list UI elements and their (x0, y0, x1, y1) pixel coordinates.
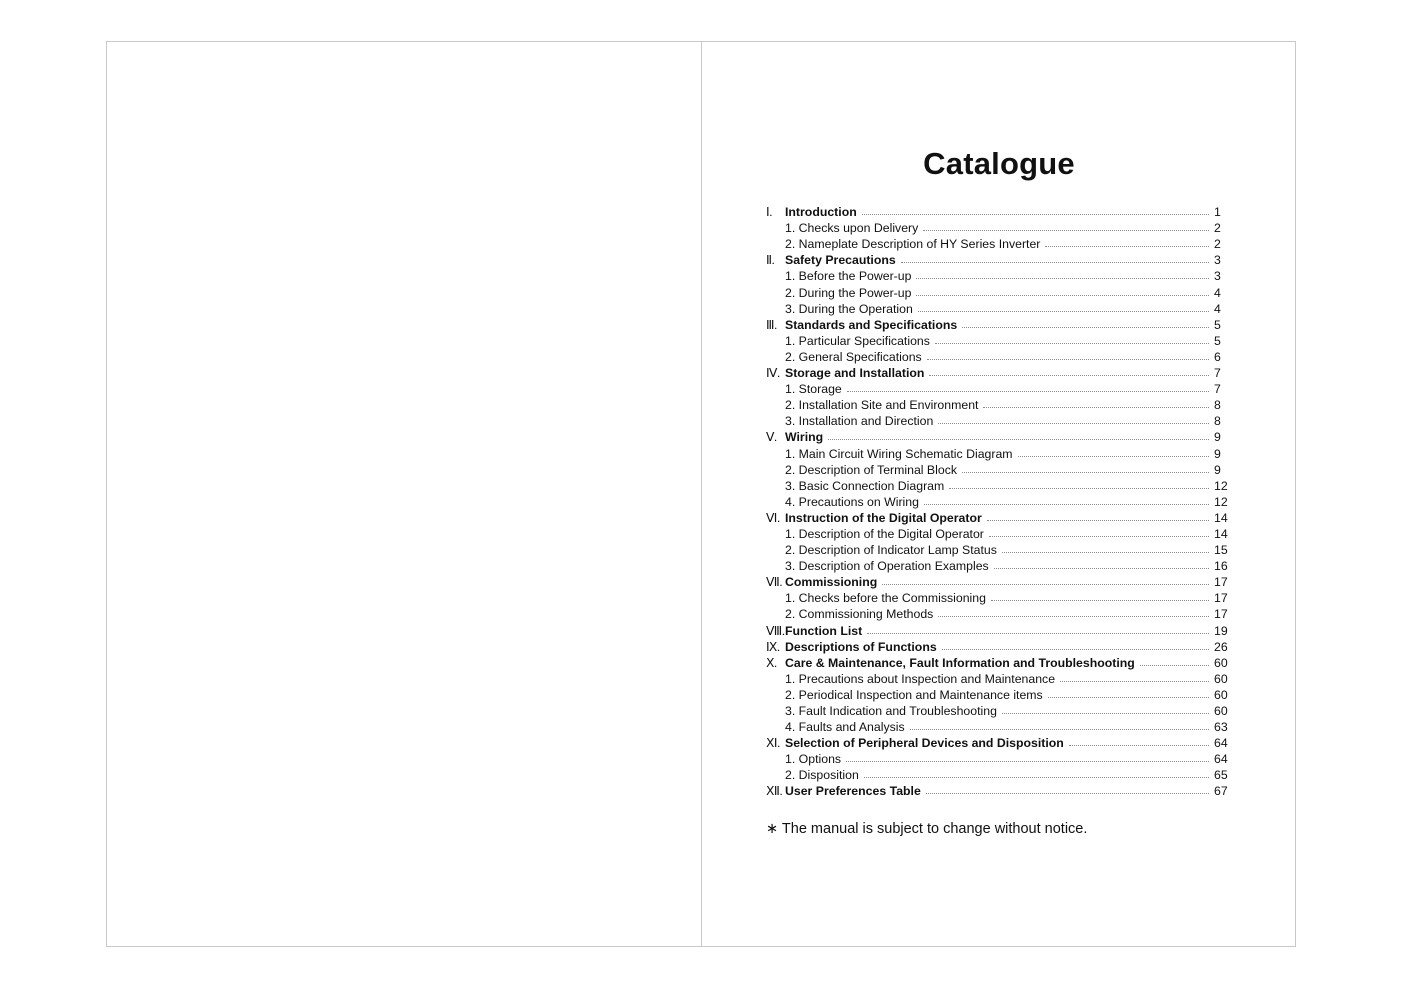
toc-chapter-entry[interactable] (766, 735, 1234, 751)
toc-entry-label: 1. Main Circuit Wiring Schematic Diagram (766, 446, 1018, 462)
toc-chapter-entry[interactable] (766, 655, 1234, 671)
toc-page-number: 7 (1214, 382, 1221, 397)
toc-section-entry[interactable] (766, 349, 1234, 365)
right-page (702, 42, 1296, 946)
dot-leader (962, 472, 1209, 473)
chapter-title: User Preferences Table (785, 784, 921, 799)
chapter-numeral: Ⅱ. (766, 253, 775, 268)
toc-page-number: 8 (1214, 398, 1221, 413)
toc-entry-label: 1. Description of the Digital Operator (766, 526, 989, 542)
toc-section-entry[interactable] (766, 558, 1234, 574)
chapter-title: Storage and Installation (785, 366, 925, 381)
toc-section-entry[interactable] (766, 220, 1234, 236)
toc-section-entry[interactable] (766, 687, 1234, 703)
toc-section-entry[interactable] (766, 268, 1234, 284)
toc-page-number: 65 (1214, 768, 1228, 783)
dot-leader (918, 311, 1209, 312)
dot-leader (846, 761, 1209, 762)
toc-section-entry[interactable] (766, 397, 1234, 413)
dot-leader (828, 439, 1209, 440)
toc-section-entry[interactable] (766, 462, 1234, 478)
chapter-numeral: Ⅳ. (766, 366, 780, 381)
dot-leader (910, 729, 1209, 730)
dot-leader (926, 793, 1209, 794)
toc-page-number: 5 (1214, 317, 1221, 332)
toc-entry-label: 1. Options (766, 751, 846, 767)
toc-entry-label: 2. Installation Site and Environment (766, 397, 983, 413)
toc-page-number: 17 (1214, 607, 1228, 622)
toc-entry-label: 1. Checks upon Delivery (766, 220, 923, 236)
toc-entry-label: 4. Faults and Analysis (766, 719, 910, 735)
toc-entry-label: 1. Checks before the Commissioning (766, 590, 991, 606)
toc-page-number: 4 (1214, 301, 1221, 316)
toc-entry-label (766, 429, 828, 445)
toc-page-number: 12 (1214, 494, 1228, 509)
toc-section-entry[interactable] (766, 703, 1234, 719)
toc-entry-label (766, 510, 987, 526)
toc-page-number: 63 (1214, 720, 1228, 735)
toc-entry-label: 1. Precautions about Inspection and Maintenance (766, 671, 1060, 687)
toc-section-entry[interactable] (766, 606, 1234, 622)
toc-page-number: 9 (1214, 430, 1221, 445)
toc-entry-label (766, 317, 962, 333)
dot-leader (949, 488, 1209, 489)
toc-page-number: 3 (1214, 253, 1221, 268)
dot-leader (1018, 456, 1209, 457)
dot-leader (962, 327, 1209, 328)
dot-leader (994, 568, 1209, 569)
dot-leader (923, 230, 1209, 231)
toc-entry-label (766, 574, 882, 590)
toc-page-number: 8 (1214, 414, 1221, 429)
dot-leader (1060, 681, 1209, 682)
toc-page-number: 3 (1214, 269, 1221, 284)
left-page-blank (107, 42, 701, 946)
dot-leader (1140, 665, 1209, 666)
dot-leader (1002, 713, 1209, 714)
dot-leader (989, 536, 1209, 537)
toc-section-entry[interactable] (766, 590, 1234, 606)
toc-section-entry[interactable] (766, 236, 1234, 252)
toc-chapter-entry[interactable] (766, 252, 1234, 268)
toc-entry-label: 2. Commissioning Methods (766, 606, 938, 622)
dot-leader (1048, 697, 1209, 698)
toc-entry-label: 2. Periodical Inspection and Maintenance items (766, 687, 1048, 703)
toc-entry-label (766, 655, 1140, 671)
toc-section-entry[interactable] (766, 381, 1234, 397)
dot-leader (942, 649, 1209, 650)
dot-leader (901, 262, 1209, 263)
chapter-numeral: Ⅻ. (766, 784, 783, 799)
chapter-numeral: Ⅲ. (766, 317, 777, 332)
toc-entry-label: 2. Description of Indicator Lamp Status (766, 542, 1002, 558)
chapter-title: Instruction of the Digital Operator (785, 510, 982, 525)
toc-entry-label: 2. General Specifications (766, 349, 927, 365)
toc-chapter-entry[interactable] (766, 510, 1234, 526)
dot-leader (983, 407, 1209, 408)
toc-chapter-entry[interactable] (766, 783, 1234, 799)
toc-page-number: 14 (1214, 526, 1228, 541)
toc-entry-label (766, 639, 942, 655)
toc-chapter-entry[interactable] (766, 317, 1234, 333)
chapter-title: Selection of Peripheral Devices and Disposition (785, 736, 1064, 751)
toc-page-number: 5 (1214, 333, 1221, 348)
toc-chapter-entry[interactable] (766, 622, 1234, 638)
toc-entry-label: 2. During the Power-up (766, 285, 916, 301)
toc-entry-label: 3. Installation and Direction (766, 413, 938, 429)
chapter-title: Standards and Specifications (785, 317, 958, 332)
chapter-numeral: Ⅺ. (766, 736, 780, 751)
toc-chapter-entry[interactable] (766, 574, 1234, 590)
dot-leader (938, 616, 1209, 617)
toc-section-entry[interactable] (766, 333, 1234, 349)
toc-page-number: 64 (1214, 736, 1228, 751)
toc-page-number: 1 (1214, 205, 1221, 220)
toc-section-entry[interactable] (766, 542, 1234, 558)
toc-page-number: 67 (1214, 784, 1228, 799)
toc-page-number: 64 (1214, 752, 1228, 767)
toc-chapter-entry[interactable] (766, 204, 1234, 220)
toc-entry-label: 2. Disposition (766, 767, 864, 783)
toc-page-number: 2 (1214, 237, 1221, 252)
toc-section-entry[interactable] (766, 494, 1234, 510)
toc-page-number: 2 (1214, 221, 1221, 236)
chapter-numeral: Ⅰ. (766, 205, 773, 220)
toc-entry-label: 3. Fault Indication and Troubleshooting (766, 703, 1002, 719)
dot-leader (882, 584, 1209, 585)
dot-leader (916, 278, 1209, 279)
toc-entry-label: 3. Basic Connection Diagram (766, 478, 949, 494)
toc-page-number: 16 (1214, 559, 1228, 574)
chapter-numeral: Ⅴ. (766, 430, 777, 445)
toc-entry-label (766, 735, 1069, 751)
dot-leader (862, 214, 1209, 215)
toc-chapter-entry[interactable] (766, 639, 1234, 655)
chapter-title: Commissioning (785, 575, 878, 590)
toc-section-entry[interactable] (766, 445, 1234, 461)
dot-leader (864, 777, 1209, 778)
toc-page-number: 12 (1214, 478, 1228, 493)
toc-entry-label: 2. Description of Terminal Block (766, 462, 962, 478)
chapter-numeral: Ⅵ. (766, 510, 780, 525)
toc-page-number: 14 (1214, 510, 1228, 525)
toc-page-number: 60 (1214, 687, 1228, 702)
chapter-title: Function List (785, 623, 863, 638)
dot-leader (1045, 246, 1209, 247)
toc-page-number: 4 (1214, 285, 1221, 300)
chapter-numeral: Ⅶ. (766, 575, 783, 590)
chapter-title: Descriptions of Functions (785, 639, 937, 654)
dot-leader (929, 375, 1209, 376)
toc-entry-label (766, 365, 929, 381)
footnote: ∗ The manual is subject to change without notice. (766, 821, 1088, 837)
toc-page-number: 19 (1214, 623, 1228, 638)
toc-section-entry[interactable] (766, 671, 1234, 687)
toc-page-number: 17 (1214, 591, 1228, 606)
dot-leader (847, 391, 1209, 392)
toc-page-number: 60 (1214, 704, 1228, 718)
toc-entry-label (766, 204, 862, 220)
chapter-numeral: Ⅹ. (766, 655, 777, 670)
dot-leader (1002, 552, 1209, 553)
dot-leader (916, 295, 1209, 296)
toc-section-entry[interactable] (766, 413, 1234, 429)
chapter-title: Care & Maintenance, Fault Information and Troubleshooting (785, 655, 1135, 670)
toc-page-number: 7 (1214, 366, 1221, 381)
toc-entry-label: 2. Nameplate Description of HY Series Inverter (766, 236, 1045, 252)
toc-entry-label (766, 252, 901, 268)
dot-leader (938, 423, 1209, 424)
dot-leader (927, 359, 1209, 360)
chapter-numeral: Ⅷ. (766, 623, 785, 638)
toc-page-number: 60 (1214, 655, 1228, 670)
toc-page-number: 15 (1214, 543, 1228, 558)
toc-section-entry[interactable] (766, 767, 1234, 783)
toc-section-entry[interactable] (766, 526, 1234, 542)
toc-section-entry[interactable] (766, 719, 1234, 735)
chapter-title: Safety Precautions (785, 253, 896, 268)
toc-page-number: 60 (1214, 671, 1228, 686)
toc-entry-label: 1. Before the Power-up (766, 268, 916, 284)
toc-page-number: 26 (1214, 639, 1228, 654)
page-title: Catalogue (923, 146, 1075, 181)
toc-section-entry[interactable] (766, 301, 1234, 317)
toc-entry-label (766, 623, 867, 639)
toc-entry-label (766, 783, 926, 799)
toc-entry-label: 4. Precautions on Wiring (766, 494, 924, 510)
toc-chapter-entry[interactable] (766, 365, 1234, 381)
toc-section-entry[interactable] (766, 478, 1234, 494)
dot-leader (867, 633, 1209, 634)
toc-section-entry[interactable] (766, 284, 1234, 300)
chapter-title: Wiring (785, 430, 824, 445)
toc-page-number: 9 (1214, 462, 1221, 477)
toc-entry-label: 3. Description of Operation Examples (766, 558, 994, 574)
toc-page-number: 17 (1214, 575, 1228, 590)
toc-page-number: 9 (1214, 446, 1221, 461)
chapter-title: Introduction (785, 205, 857, 220)
dot-leader (1069, 745, 1209, 746)
dot-leader (924, 504, 1209, 505)
toc-entry-label: 1. Particular Specifications (766, 333, 935, 349)
toc-section-entry[interactable] (766, 751, 1234, 767)
toc-entry-label: 1. Storage (766, 381, 847, 397)
toc-entry-label: 3. During the Operation (766, 301, 918, 317)
dot-leader (991, 600, 1209, 601)
toc-chapter-entry[interactable] (766, 429, 1234, 445)
toc-page-number: 6 (1214, 349, 1221, 364)
dot-leader (987, 520, 1209, 521)
chapter-numeral: Ⅸ. (766, 639, 780, 654)
table-of-contents (766, 204, 1234, 799)
dot-leader (935, 343, 1209, 344)
